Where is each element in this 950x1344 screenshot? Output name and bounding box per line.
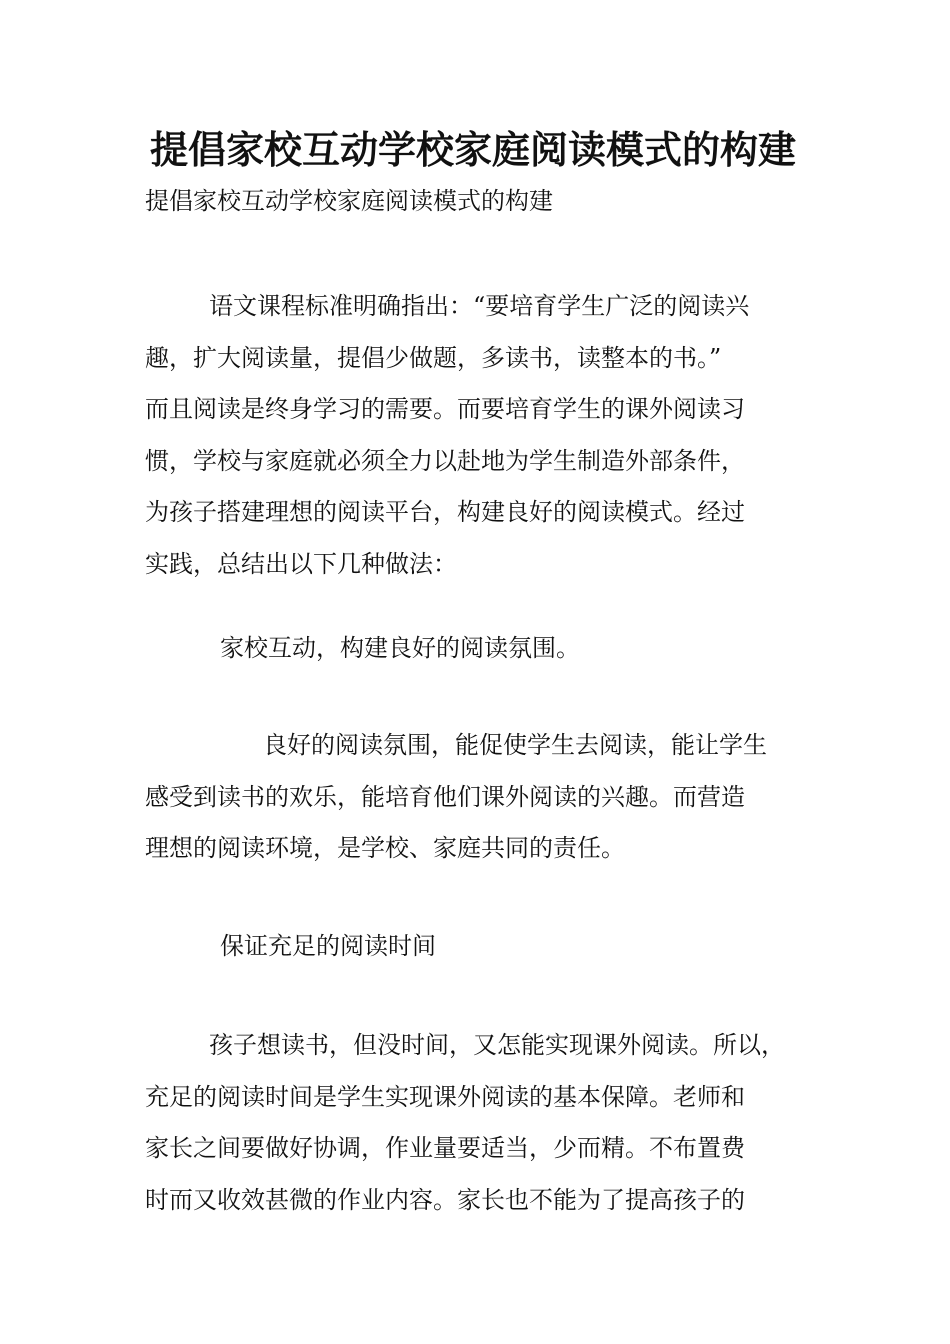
document-title: 提倡家校互动学校家庭阅读模式的构建	[150, 128, 797, 172]
paragraph-1-line: 而且阅读是终身学习的需要。而要培育学生的课外阅读习	[145, 395, 745, 423]
paragraph-2-line: 理想的阅读环境，是学校、家庭共同的责任。	[145, 834, 625, 862]
paragraph-3-line: 家长之间要做好协调，作业量要适当，少而精。不布置费	[145, 1134, 745, 1162]
section-heading-1: 家校互动，构建良好的阅读氛围。	[220, 634, 580, 662]
paragraph-3-line: 孩子想读书，但没时间，又怎能实现课外阅读。所以，	[209, 1031, 785, 1059]
paragraph-1	[145, 281, 835, 590]
paragraph-2-line: 良好的阅读氛围，能促使学生去阅读，能让学生	[263, 731, 767, 759]
paragraph-3-line: 充足的阅读时间是学生实现课外阅读的基本保障。老师和	[145, 1082, 745, 1111]
paragraph-1-line: 趣，扩大阅读量，提倡少做题，多读书，读整本的书。”	[145, 343, 722, 372]
paragraph-3	[145, 1020, 835, 1226]
paragraph-2-line: 感受到读书的欢乐，能培育他们课外阅读的兴趣。而营造	[145, 782, 745, 811]
paragraph-1-line: 惯，学校与家庭就必须全力以赴地为学生制造外部条件，	[145, 446, 745, 475]
paragraph-1-line: 为孩子搭建理想的阅读平台，构建良好的阅读模式。经过	[145, 498, 745, 526]
paragraph-2	[145, 720, 835, 875]
paragraph-3-line: 时而又收效甚微的作业内容。家长也不能为了提高孩子的	[145, 1185, 745, 1214]
paragraph-1-line: 实践，总结出以下几种做法：	[145, 549, 457, 578]
document-subtitle: 提倡家校互动学校家庭阅读模式的构建	[145, 187, 553, 215]
paragraph-1-line: 语文课程标准明确指出：“要培育学生广泛的阅读兴	[209, 292, 750, 320]
section-heading-2: 保证充足的阅读时间	[220, 932, 436, 960]
